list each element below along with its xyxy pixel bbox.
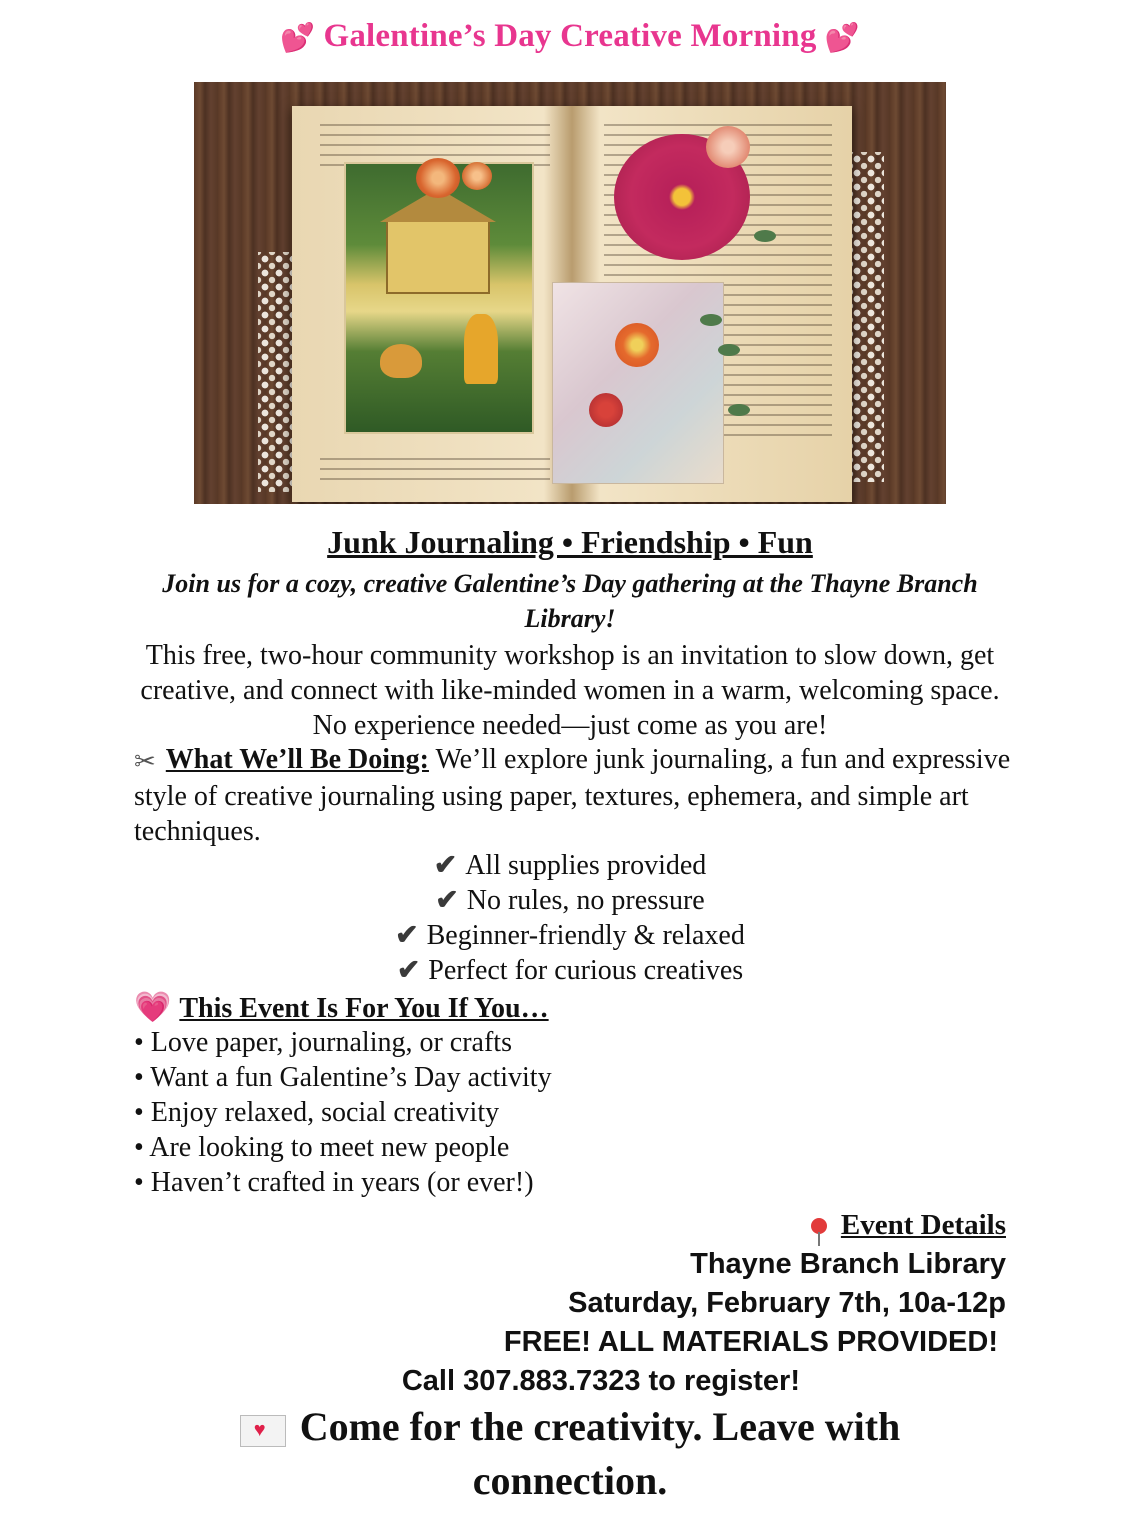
checklist-item-label: All supplies provided bbox=[465, 850, 707, 881]
event-free-note: FREE! ALL MATERIALS PROVIDED! bbox=[503, 1326, 998, 1358]
for-you-heading: This Event Is For You If You… bbox=[179, 993, 549, 1024]
house-illustration bbox=[386, 220, 490, 294]
two-hearts-icon: 💕 bbox=[280, 23, 316, 55]
checklist-item bbox=[0, 953, 1140, 988]
what-we-will-do-section bbox=[134, 742, 1014, 849]
intro-description: This free, two-hour community workshop is an invitation to slow down, get creative, and connect with like-minded women in a warm, welcoming space. No experience needed—just come as you are! bbox=[140, 640, 1000, 741]
checklist-item bbox=[0, 883, 1140, 918]
check-mark-icon: ✔ bbox=[435, 885, 459, 916]
love-letter-icon bbox=[240, 1415, 286, 1447]
checklist-item-label: Beginner-friendly & relaxed bbox=[426, 920, 745, 951]
girl-illustration bbox=[464, 314, 498, 384]
page-title bbox=[0, 18, 1140, 55]
event-details-heading: Event Details bbox=[840, 1209, 1006, 1241]
leaf-4 bbox=[754, 230, 776, 242]
list-item: • Haven’t crafted in years (or ever!) bbox=[134, 1167, 534, 1198]
rose-flower bbox=[416, 158, 460, 198]
checklist-item-label: No rules, no pressure bbox=[466, 885, 705, 916]
checklist-item bbox=[0, 848, 1140, 883]
book-text-left-bottom bbox=[320, 458, 550, 482]
check-mark-icon: ✔ bbox=[433, 850, 458, 881]
intro-invitation: Join us for a cozy, creative Galentine’s Day gathering at the Thayne Branch Library! bbox=[162, 569, 978, 633]
what-we-will-do-text: We’ll explore junk journaling, a fun and expressive style of creative journaling using paper, textures, ephemera, and simple art techniques. bbox=[134, 744, 1011, 848]
subheading: Junk Journaling • Friendship • Fun bbox=[327, 524, 813, 560]
junk-journal-photo bbox=[194, 82, 946, 504]
garden-illustration bbox=[344, 162, 534, 434]
ephemera-collage bbox=[552, 282, 724, 484]
two-hearts-icon: 💕 bbox=[824, 23, 860, 55]
dog-illustration bbox=[380, 344, 422, 378]
closing-message bbox=[170, 1400, 970, 1508]
checklist-item-label: Perfect for curious creatives bbox=[428, 955, 744, 986]
small-rose bbox=[462, 162, 492, 190]
orange-flower bbox=[615, 323, 659, 367]
event-call-to-register: Call 307.883.7323 to register! bbox=[401, 1365, 800, 1397]
event-date: Saturday, February 7th, 10a-12p bbox=[568, 1287, 1006, 1319]
sparkling-heart-icon: 💗 bbox=[134, 991, 172, 1024]
list-item: • Are looking to meet new people bbox=[134, 1132, 510, 1163]
event-details bbox=[402, 1206, 1006, 1401]
red-flower bbox=[589, 393, 623, 427]
list-item: • Love paper, journaling, or crafts bbox=[134, 1027, 512, 1058]
for-you-list bbox=[134, 1025, 552, 1200]
page-title-text: Galentine’s Day Creative Morning bbox=[323, 18, 817, 54]
what-we-will-do-heading: What We’ll Be Doing: bbox=[165, 744, 429, 775]
checklist-item bbox=[0, 918, 1140, 953]
scissors-icon: ✂ bbox=[134, 747, 156, 777]
round-pushpin-icon bbox=[811, 1218, 827, 1234]
list-item: • Enjoy relaxed, social creativity bbox=[134, 1097, 500, 1128]
leaf-2 bbox=[718, 344, 740, 356]
check-mark-icon: ✔ bbox=[396, 955, 421, 986]
list-item: • Want a fun Galentine’s Day activity bbox=[134, 1062, 552, 1093]
checklist bbox=[0, 848, 1140, 988]
event-location: Thayne Branch Library bbox=[690, 1248, 1006, 1280]
leaf-1 bbox=[700, 314, 722, 326]
peach-rose bbox=[706, 126, 750, 168]
event-details-heading-row bbox=[402, 1206, 1006, 1245]
check-mark-icon: ✔ bbox=[395, 920, 419, 951]
closing-text: Come for the creativity. Leave with connection. bbox=[299, 1404, 901, 1503]
for-you-heading-row bbox=[134, 990, 549, 1026]
leaf-3 bbox=[728, 404, 750, 416]
